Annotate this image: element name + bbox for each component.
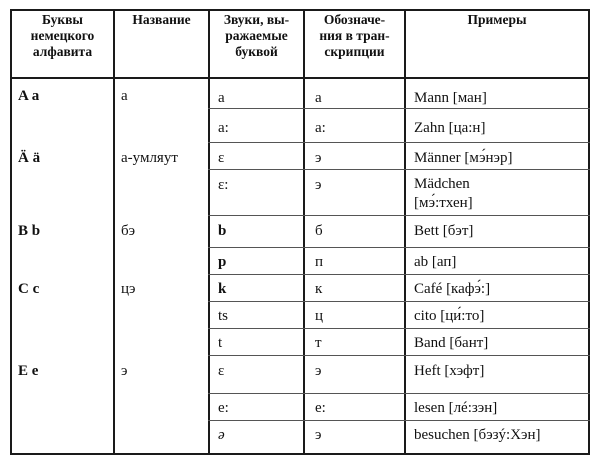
example-cell: Band [бант] (414, 335, 489, 351)
column-divider (303, 9, 305, 455)
example-cell: Zahn [ца:н] (414, 120, 486, 136)
header-divider (10, 77, 590, 79)
row-separator (208, 247, 590, 248)
sound-cell: ɛ (218, 363, 225, 379)
row-separator (208, 274, 590, 275)
transcription-cell: п (315, 254, 324, 270)
row-separator (208, 169, 590, 170)
header-transcription: Обозначе- ния в тран- скрипции (319, 12, 390, 59)
header-name: Название (132, 12, 191, 27)
header-letters: Буквы немецкого алфавита (30, 12, 95, 59)
transcription-cell: a: (315, 120, 326, 136)
example-cell: Mann [ман] (414, 90, 487, 106)
example-cell: Bett [бэт] (414, 223, 474, 239)
header-sounds: Звуки, вы- ражаемые буквой (223, 12, 290, 59)
row-separator (208, 355, 590, 356)
header-examples: Примеры (467, 12, 527, 27)
transcription-cell: э (315, 177, 322, 193)
row-separator (208, 215, 590, 216)
table-border-left (10, 9, 12, 455)
transcription-cell: к (315, 281, 323, 297)
row-separator (208, 108, 590, 109)
sound-cell: ɛ (218, 150, 225, 166)
example-cell: besuchen [бэзý:Хэн] (414, 427, 541, 443)
transcription-cell: а (315, 90, 322, 106)
example-cell: cito [ци́:то] (414, 308, 485, 324)
table-border-top (10, 9, 590, 11)
transcription-cell: ц (315, 308, 324, 324)
row-separator (208, 328, 590, 329)
example-cell: lesen [лé:зэн] (414, 400, 498, 416)
name-cell: э (121, 363, 128, 379)
letter-cell: A a (18, 88, 40, 104)
example-cell: Heft [хэфт] (414, 363, 485, 379)
transcription-cell: э (315, 427, 322, 443)
transcription-cell: э (315, 150, 322, 166)
letter-cell: Ä ä (18, 150, 41, 166)
example-cell: Mädchen [мэ́:тхен] (414, 176, 473, 211)
name-cell: а (121, 88, 128, 104)
transcription-cell: б (315, 223, 323, 239)
sound-cell: ts (218, 308, 229, 324)
table-border-right (588, 9, 590, 455)
sound-cell: a (218, 90, 225, 106)
sound-cell: a: (218, 120, 229, 136)
sound-cell: t (218, 335, 223, 351)
letter-cell: C c (18, 281, 40, 297)
sound-cell: p (218, 254, 227, 270)
sound-cell: ɛ: (218, 177, 229, 193)
sound-cell: ə (218, 427, 225, 443)
letter-cell: B b (18, 223, 41, 239)
row-separator (208, 301, 590, 302)
table-border-bottom (10, 453, 590, 455)
name-cell: цэ (121, 281, 136, 297)
row-separator (208, 420, 590, 421)
name-cell: а-умляут (121, 150, 178, 166)
name-cell: бэ (121, 223, 136, 239)
example-cell: ab [ап] (414, 254, 457, 270)
column-divider (208, 9, 210, 455)
example-cell: Café [кафэ́:] (414, 281, 491, 297)
sound-cell: e: (218, 400, 229, 416)
sound-cell: b (218, 223, 227, 239)
transcription-cell: э (315, 363, 322, 379)
example-cell: Männer [мэ́нэр] (414, 150, 513, 166)
letter-cell: E e (18, 363, 39, 379)
column-divider (113, 9, 115, 455)
row-separator (208, 142, 590, 143)
sound-cell: k (218, 281, 227, 297)
transcription-cell: т (315, 335, 322, 351)
alphabet-table (10, 9, 590, 455)
transcription-cell: e: (315, 400, 326, 416)
row-separator (208, 393, 590, 394)
column-divider (404, 9, 406, 455)
